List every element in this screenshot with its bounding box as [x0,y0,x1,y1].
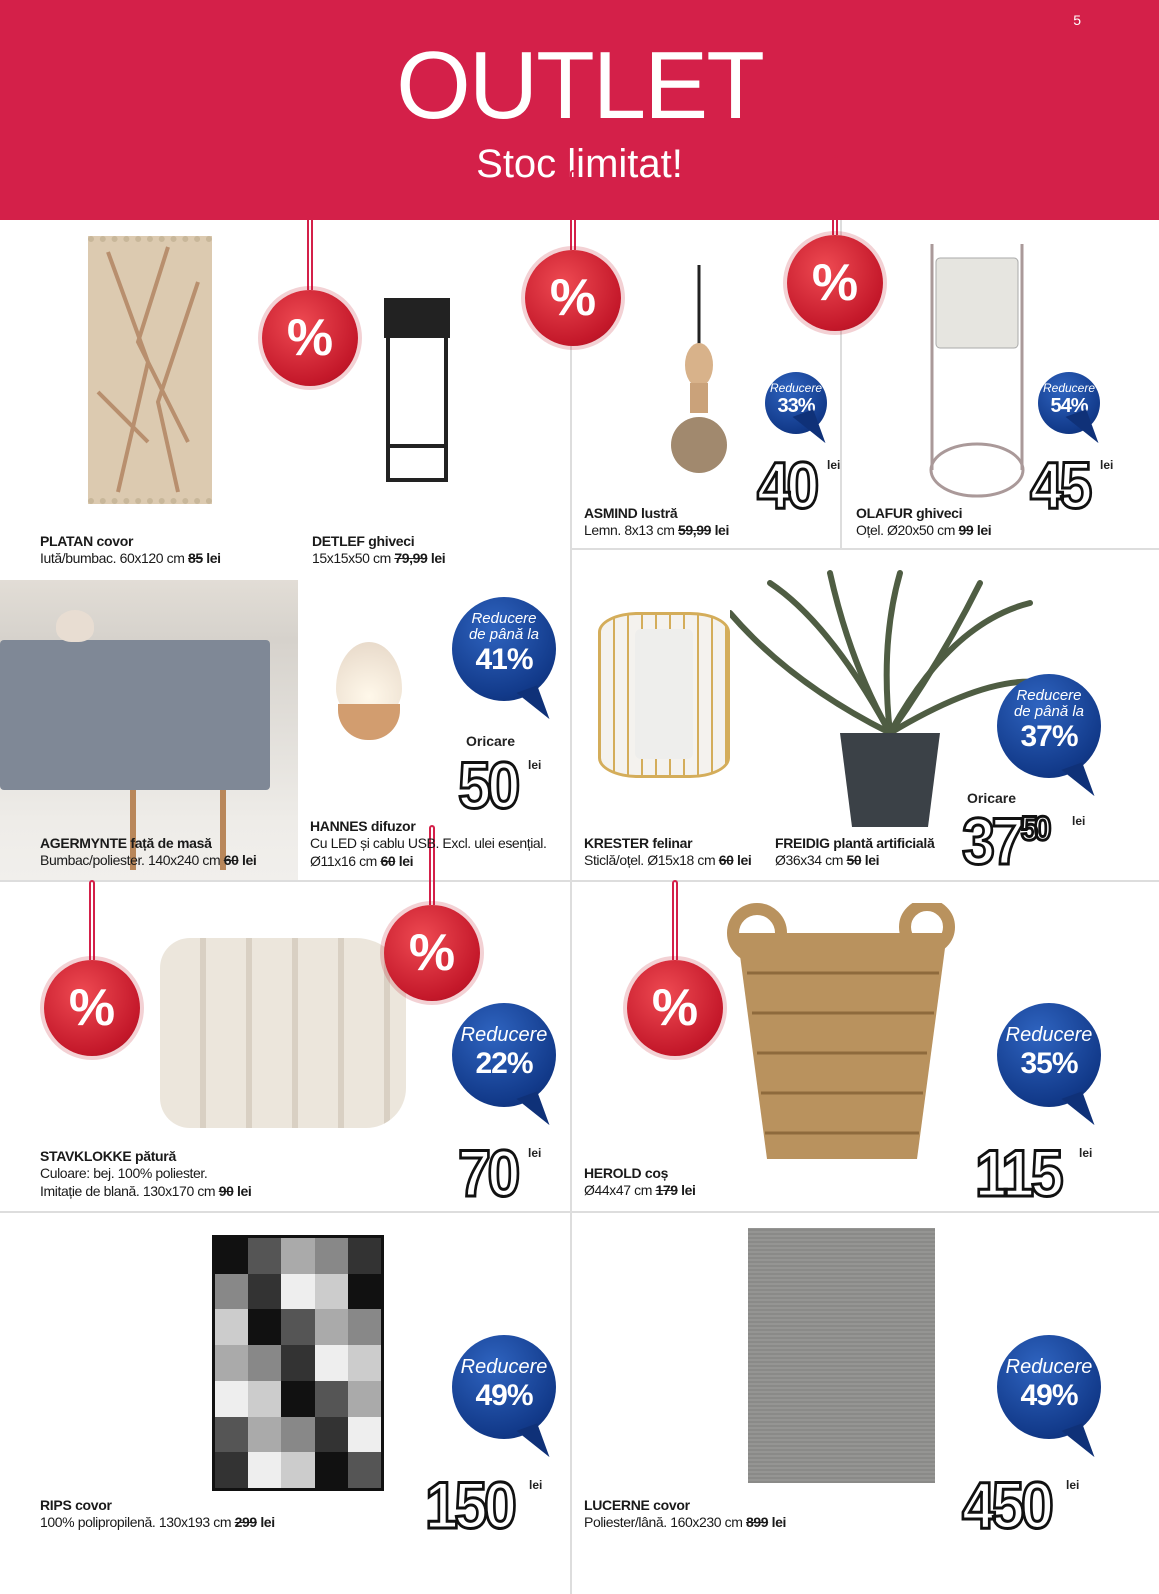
badge-label: Reducere [460,1024,548,1046]
tag-string-icon [570,170,576,250]
platan-rug-image [88,236,212,504]
product-info [40,533,221,567]
rug-tile [348,1309,381,1345]
product-info [584,1497,786,1531]
product-description [40,851,256,869]
lucerne-rug-image [748,1228,935,1483]
rug-tile [315,1238,348,1274]
product-description [40,1182,251,1200]
product-name: HEROLD coș [584,1165,669,1181]
old-price: 59,99 [678,522,712,538]
product-name: KRESTER felinar [584,835,693,851]
description-text: Ø11x16 cm [310,853,377,869]
description-text: Iută/bumbac. 60x120 cm [40,550,185,566]
rug-tile [215,1417,248,1453]
product-info [856,505,991,539]
price-currency: lei [528,1146,542,1160]
product-description [40,1513,275,1531]
krester-lantern-image [598,612,730,778]
asmind-lamp-image [668,265,730,477]
price-currency: lei [1072,814,1086,828]
currency: lei [242,852,257,868]
description-text: Poliester/lână. 160x230 cm [584,1514,743,1530]
rug-tile [348,1417,381,1453]
discount-badge [997,1335,1101,1439]
product-info [312,533,445,567]
product-name: FREIDIG plantă artificială [775,835,935,851]
product-description [856,521,991,539]
rug-tile [248,1452,281,1488]
badge-label: Reducere [460,1356,548,1378]
herold-basket-image [727,903,957,1161]
description-text: Oțel. Ø20x50 cm [856,522,956,538]
discount-badge [452,1335,556,1439]
price [458,1136,517,1210]
description-text: 15x15x50 cm [312,550,391,566]
product-name: DETLEF ghiveci [312,533,415,549]
badge-label: Reducere [1005,1024,1093,1046]
rug-tile [215,1345,248,1381]
discount-percent: 49% [1020,1379,1078,1412]
currency: lei [430,550,446,566]
divider [0,880,1159,882]
badge-label: Reducere [769,381,823,395]
description-text: Cu LED și cablu USB. Excl. ulei esențial. [310,835,547,851]
hannes-diffuser-image [326,642,412,742]
product-info [584,1165,696,1199]
price [962,1468,1051,1542]
product-info [40,1148,251,1200]
rug-tile [281,1309,314,1345]
discount-percent: 54% [1050,395,1088,417]
rug-tile [348,1274,381,1310]
percent-tag-icon: % [787,235,883,331]
price-value: 115 [975,1136,1061,1210]
old-price: 90 [218,1183,234,1199]
discount-percent: 49% [475,1379,533,1412]
description-text: Bumbac/poliester. 140x240 cm [40,852,221,868]
price-value: 37 [962,804,1021,878]
description-text: Imitație de blană. 130x170 cm [40,1183,216,1199]
rug-tile [281,1417,314,1453]
discount-percent: 33% [777,395,815,417]
discount-percent: 22% [475,1047,533,1080]
product-info [310,818,547,870]
product-info [40,835,256,869]
page-number: 5 [1073,12,1081,28]
price [425,1468,514,1542]
price [975,1136,1061,1210]
old-price: 79,99 [394,550,428,566]
rug-tile [281,1238,314,1274]
price-currency: lei [1100,458,1114,472]
description-text: 100% polipropilenă. 130x193 cm [40,1514,232,1530]
divider [570,220,572,1594]
price [458,748,517,822]
discount-badge [452,597,556,701]
rug-tile [348,1238,381,1274]
currency: lei [236,1183,252,1199]
rug-tile [215,1381,248,1417]
rug-tile [315,1345,348,1381]
product-description [310,852,547,870]
old-price: 60 [380,853,396,869]
percent-tag-icon: % [44,960,140,1056]
old-price: 179 [655,1182,678,1198]
detlef-planter-image [382,296,452,482]
old-price: 60 [718,852,734,868]
product-info [775,835,934,869]
rug-tile [315,1417,348,1453]
discount-badge [765,372,827,434]
product-description [584,851,751,869]
product-name: ASMIND lustră [584,505,678,521]
currency: lei [206,550,221,566]
any-item-label: Oricare [466,733,516,749]
any-item-label: Oricare [967,790,1017,806]
discount-badge [1038,372,1100,434]
product-description [584,521,729,539]
rug-tile [315,1381,348,1417]
currency: lei [681,1182,696,1198]
old-price: 99 [958,522,974,538]
price-currency: lei [528,758,542,772]
description-text: Ø36x34 cm [775,852,843,868]
rug-tile [315,1274,348,1310]
discount-percent: 35% [1020,1047,1078,1080]
rug-tile [215,1238,248,1274]
price-currency: lei [1079,1146,1093,1160]
rips-rug-image [212,1235,384,1491]
page-title: OUTLET [396,32,763,139]
rug-tile [215,1309,248,1345]
percent-tag-icon: % [262,290,358,386]
badge-label: Reducere [1042,381,1096,395]
tag-string-icon [307,210,313,290]
tag-string-icon [832,155,838,235]
product-name: RIPS covor [40,1497,112,1513]
currency: lei [864,852,880,868]
percent-tag-icon: % [525,250,621,346]
price-cents: 50 [1020,810,1048,848]
price-currency: lei [529,1478,543,1492]
tag-string-icon [89,880,95,960]
product-name: STAVKLOKKE pătură [40,1148,176,1164]
divider [570,548,1159,550]
stavklokke-blanket-image [160,938,406,1128]
rug-tile [315,1452,348,1488]
old-price: 60 [223,852,239,868]
currency: lei [976,522,992,538]
discount-percent: 41% [475,643,533,676]
badge-upto-label: de până la [1013,703,1085,720]
product-description [40,1164,251,1182]
currency: lei [737,852,752,868]
rug-tile [248,1345,281,1381]
rug-tile [348,1452,381,1488]
rug-tile [215,1452,248,1488]
badge-label: Reducere [471,610,537,627]
rug-tile [248,1274,281,1310]
divider [0,1211,1159,1213]
currency: lei [714,522,729,538]
badge-label: Reducere [1005,1356,1093,1378]
rug-tile [348,1345,381,1381]
badge-label: Reducere [1016,687,1082,704]
discount-badge [997,1003,1101,1107]
product-name: OLAFUR ghiveci [856,505,963,521]
product-name: LUCERNE covor [584,1497,690,1513]
rug-tile [248,1417,281,1453]
old-price: 50 [846,852,862,868]
product-info [584,835,751,869]
rug-tile [281,1381,314,1417]
price [962,804,1048,878]
price [1030,448,1089,522]
discount-badge [452,1003,556,1107]
product-name: AGERMYNTE față de masă [40,835,212,851]
percent-tag-icon: % [627,960,723,1056]
old-price: 299 [234,1514,257,1530]
description-text: Lemn. 8x13 cm [584,522,675,538]
rug-tile [281,1452,314,1488]
header-banner [0,0,1159,220]
price-value: 450 [962,1468,1051,1542]
description-text: Culoare: bej. 100% poliester. [40,1165,208,1181]
rug-tile [248,1381,281,1417]
price-currency: lei [1066,1478,1080,1492]
product-name: HANNES difuzor [310,818,416,834]
price [757,448,816,522]
product-description [584,1513,786,1531]
page-subtitle: Stoc limitat! [476,142,683,186]
product-description [40,549,221,567]
product-info [40,1497,275,1531]
percent-tag-icon: % [384,905,480,1001]
tag-string-icon [672,880,678,960]
rug-tile [315,1309,348,1345]
description-text: Ø44x47 cm [584,1182,652,1198]
rug-tile [281,1345,314,1381]
old-price: 899 [745,1514,769,1530]
currency: lei [260,1514,275,1530]
price-value: 45 [1030,448,1089,522]
product-info [584,505,729,539]
product-description [310,834,547,852]
price-value: 150 [425,1468,514,1542]
price-currency: lei [827,458,841,472]
discount-percent: 37% [1020,720,1078,753]
description-text: Sticlă/oțel. Ø15x18 cm [584,852,716,868]
price-value: 70 [458,1136,517,1210]
badge-upto-label: de până la [468,626,540,643]
rug-tile [348,1381,381,1417]
price-value: 50 [458,748,517,822]
currency: lei [398,853,414,869]
currency: lei [771,1514,787,1530]
product-name: PLATAN covor [40,533,134,549]
discount-badge [997,674,1101,778]
price-value: 40 [757,448,816,522]
rug-tile [248,1309,281,1345]
product-description [312,549,445,567]
olafur-planter-image [928,240,1026,500]
rug-tile [281,1274,314,1310]
product-description [775,851,934,869]
product-description [584,1181,696,1199]
rug-tile [248,1238,281,1274]
rug-tile [215,1274,248,1310]
old-price: 85 [188,550,203,566]
